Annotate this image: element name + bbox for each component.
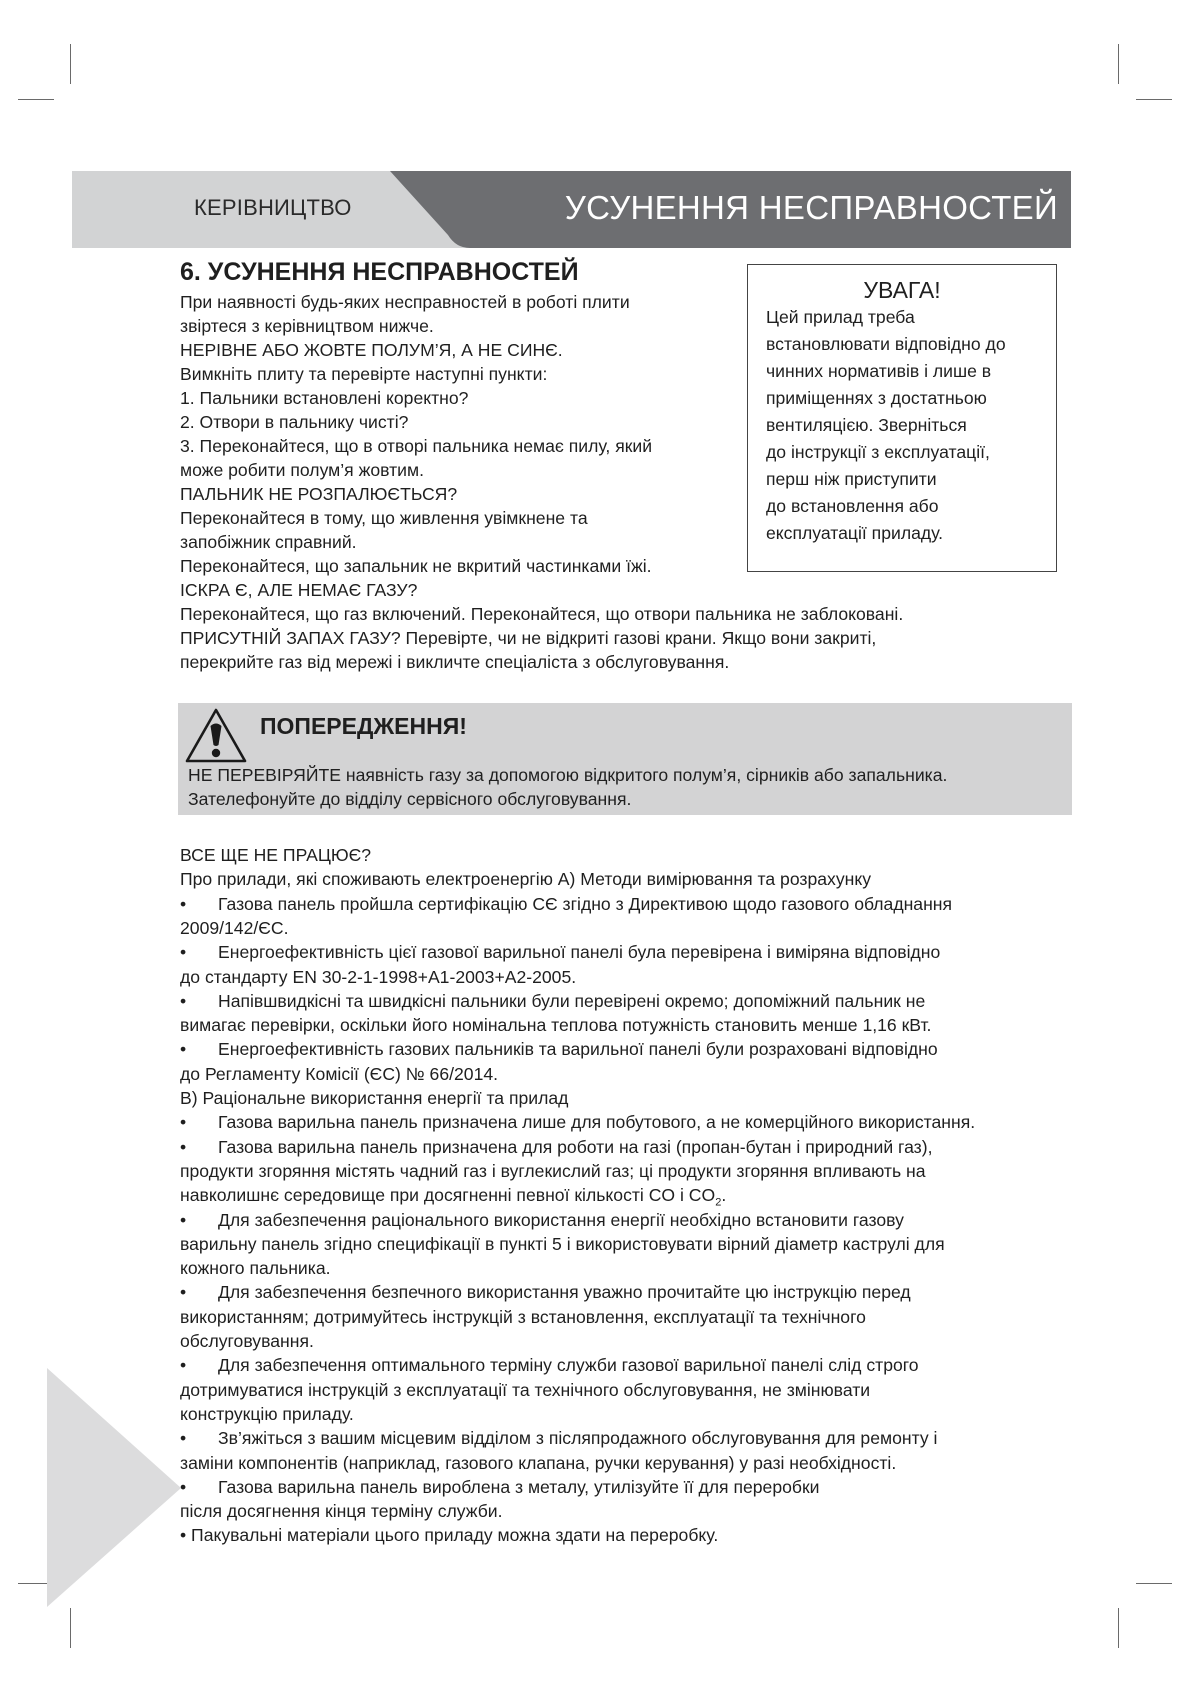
corner-triangle: [47, 1368, 181, 1607]
crop-mark: [70, 44, 71, 84]
info-line: дотримуватися інструкцій з експлуатації та технічного обслуговування, не змінювати: [180, 1379, 871, 1400]
text-line: може робити полум’я жовтим.: [180, 460, 424, 480]
text-line: Переконайтеся, що газ включений. Переконайтеся, що отвори пальника не заблоковані.: [180, 604, 904, 624]
info-line: кожного пальника.: [180, 1258, 331, 1279]
text-line: 1. Пальники встановлені коректно?: [180, 388, 469, 408]
bullet-glyph: •: [180, 942, 187, 963]
info-line: • Пакувальні матеріали цього приладу можна здати на переробку.: [180, 1525, 719, 1546]
attention-line: перш ніж приступити: [766, 469, 937, 489]
info-line: • Для забезпечення оптимального терміну служби газової варильної панелі слід строго: [180, 1353, 919, 1377]
text-line: Переконайтеся, що запальник не вкритий частинками їжі.: [180, 556, 652, 576]
info-line: • Газова варильна панель вироблена з металу, утилізуйте її для переробки: [180, 1475, 820, 1499]
warning-title: ПОПЕРЕДЖЕННЯ!: [260, 713, 467, 739]
attention-line: до встановлення або: [766, 496, 939, 516]
bullet-glyph: •: [180, 1282, 187, 1303]
corner-decoration: [47, 1368, 182, 1608]
crop-mark: [1136, 1583, 1172, 1584]
crop-mark: [18, 99, 54, 100]
bullet-glyph: •: [180, 1209, 187, 1230]
attention-line: вентиляцією. Зверніться: [766, 415, 967, 435]
info-line: Про прилади, які споживають електроенергію А) Методи вимірювання та розрахунку: [180, 869, 872, 890]
attention-line: чинних нормативів і лише в: [766, 361, 992, 381]
bullet-glyph: •: [180, 1039, 187, 1060]
crop-mark: [70, 1608, 71, 1648]
bullet-glyph: •: [180, 1136, 187, 1157]
text-line: ПАЛЬНИК НЕ РОЗПАЛЮЄТЬСЯ?: [180, 484, 458, 504]
info-line: • Газова варильна панель призначена для роботи на газі (пропан-бутан і природний газ),: [180, 1135, 932, 1159]
info-line: варильну панель згідно специфікації в пункті 5 і використовувати вірний діаметр каструлі для: [180, 1233, 945, 1254]
attention-line: встановлювати відповідно до: [766, 334, 1006, 354]
info-line: ВСЕ ЩЕ НЕ ПРАЦЮЄ?: [180, 845, 372, 865]
bullet-glyph: •: [180, 1355, 187, 1376]
attention-title: УВАГА!: [863, 277, 941, 303]
text-line: Вимкніть плиту та перевірте наступні пункти:: [180, 364, 548, 384]
info-line: після досягнення кінця терміну служби.: [180, 1501, 503, 1522]
section-title: 6. УСУНЕННЯ НЕСПРАВНОСТЕЙ: [180, 258, 579, 286]
warning-line: НЕ ПЕРЕВІРЯЙТЕ наявність газу за допомогою відкритого полум’я, сірників або запальника.: [188, 765, 948, 785]
info-line: • Для забезпечення раціонального використання енергії необхідно встановити газову: [180, 1208, 904, 1232]
attention-line: Цей прилад треба: [766, 307, 915, 327]
info-line: • Газова варильна панель призначена лише для побутового, а не комерційного використання.: [180, 1110, 975, 1134]
attention-line: до інструкції з експлуатації,: [766, 442, 990, 462]
attention-box: [747, 264, 1057, 572]
page-header: [72, 171, 1071, 248]
text-line: запобіжник справний.: [180, 532, 357, 552]
text-line: перекрийте газ від мережі і викличте спеціаліста з обслуговування.: [180, 652, 730, 672]
text-line: 3. Переконайтеся, що в отворі пальника немає пилу, який: [180, 436, 653, 456]
info-line: навколишнє середовище при досягненні певної кількості CO і $CO_2$.: [180, 1185, 727, 1209]
text-line: НЕРІВНЕ АБО ЖОВТЕ ПОЛУМ’Я, А НЕ СИНЄ.: [180, 340, 563, 360]
crop-mark: [1136, 99, 1172, 100]
info-line: обслуговування.: [180, 1331, 314, 1351]
info-line: вимагає перевірки, оскільки його номінальна теплова потужність становить менше 1,16 кВт.: [180, 1015, 932, 1036]
warning-banner: [178, 703, 1072, 815]
warning-line: Зателефонуйте до відділу сервісного обслуговування.: [188, 789, 632, 809]
text-line: ПРИСУТНІЙ ЗАПАХ ГАЗУ? Перевірте, чи не відкриті газові крани. Якщо вони закриті,: [180, 628, 877, 648]
info-line: конструкцію приладу.: [180, 1403, 354, 1424]
info-line: до стандарту EN 30-2-1-1998+A1-2003+A2-2005.: [180, 966, 577, 987]
text-line: Переконайтеся в тому, що живлення увімкнене та: [180, 508, 588, 528]
info-line: • Напівшвидкісні та швидкісні пальники були перевірені окремо; допоміжний пальник не: [180, 989, 925, 1013]
info-line: • Газова панель пройшла сертифікацію CЄ згідно з Директивою щодо газового обладнання: [180, 892, 952, 916]
attention-line: приміщеннях з достатньою: [766, 388, 987, 408]
text-line: звіртеся з керівництвом нижче.: [180, 316, 434, 336]
bullet-glyph: •: [180, 1428, 187, 1449]
info-line: до Регламенту Комісії (ЄС) № 66/2014.: [180, 1063, 499, 1084]
bullet-glyph: •: [180, 893, 187, 914]
text-line: При наявності будь-яких несправностей в роботі плити: [180, 292, 630, 312]
info-line: 2009/142/ЄС.: [180, 917, 289, 938]
crop-mark: [1118, 44, 1119, 84]
attention-line: експлуатації приладу.: [766, 523, 944, 543]
info-line: В) Раціональне використання енергії та прилад: [180, 1088, 569, 1108]
info-line: використанням; дотримуйтесь інструкцій з встановлення, експлуатації та технічного: [180, 1306, 866, 1327]
info-line: заміни компонентів (наприклад, газового клапана, ручки керування) у разі необхідності.: [180, 1452, 897, 1473]
warning-triangle-icon: [184, 707, 248, 765]
info-line: • Зв’яжіться з вашим місцевим відділом з післяпродажного обслуговування для ремонту і: [180, 1426, 937, 1450]
manual-label: КЕРІВНИЦТВО: [194, 195, 352, 220]
bullet-glyph: •: [180, 1112, 187, 1133]
bullet-glyph: •: [180, 1476, 187, 1497]
info-line: • Енергоефективність газових пальників та варильної панелі були розраховані відповідно: [180, 1037, 938, 1061]
section-header-title: УСУНЕННЯ НЕСПРАВНОСТЕЙ: [564, 189, 1058, 226]
info-line: продукти згоряння містять чадний газ і вуглекислий газ; ці продукти згоряння впливають на: [180, 1160, 926, 1181]
text-line: 2. Отвори в пальнику чисті?: [180, 412, 409, 432]
info-line: • Енергоефективність цієї газової варильної панелі була перевірена і виміряна відповідно: [180, 940, 940, 964]
info-line: • Для забезпечення безпечного використання уважно прочитайте цю інструкцію перед: [180, 1280, 911, 1304]
text-line: ІСКРА Є, АЛЕ НЕМАЄ ГАЗУ?: [180, 580, 418, 600]
bullet-glyph: •: [180, 990, 187, 1011]
crop-mark: [1118, 1608, 1119, 1648]
